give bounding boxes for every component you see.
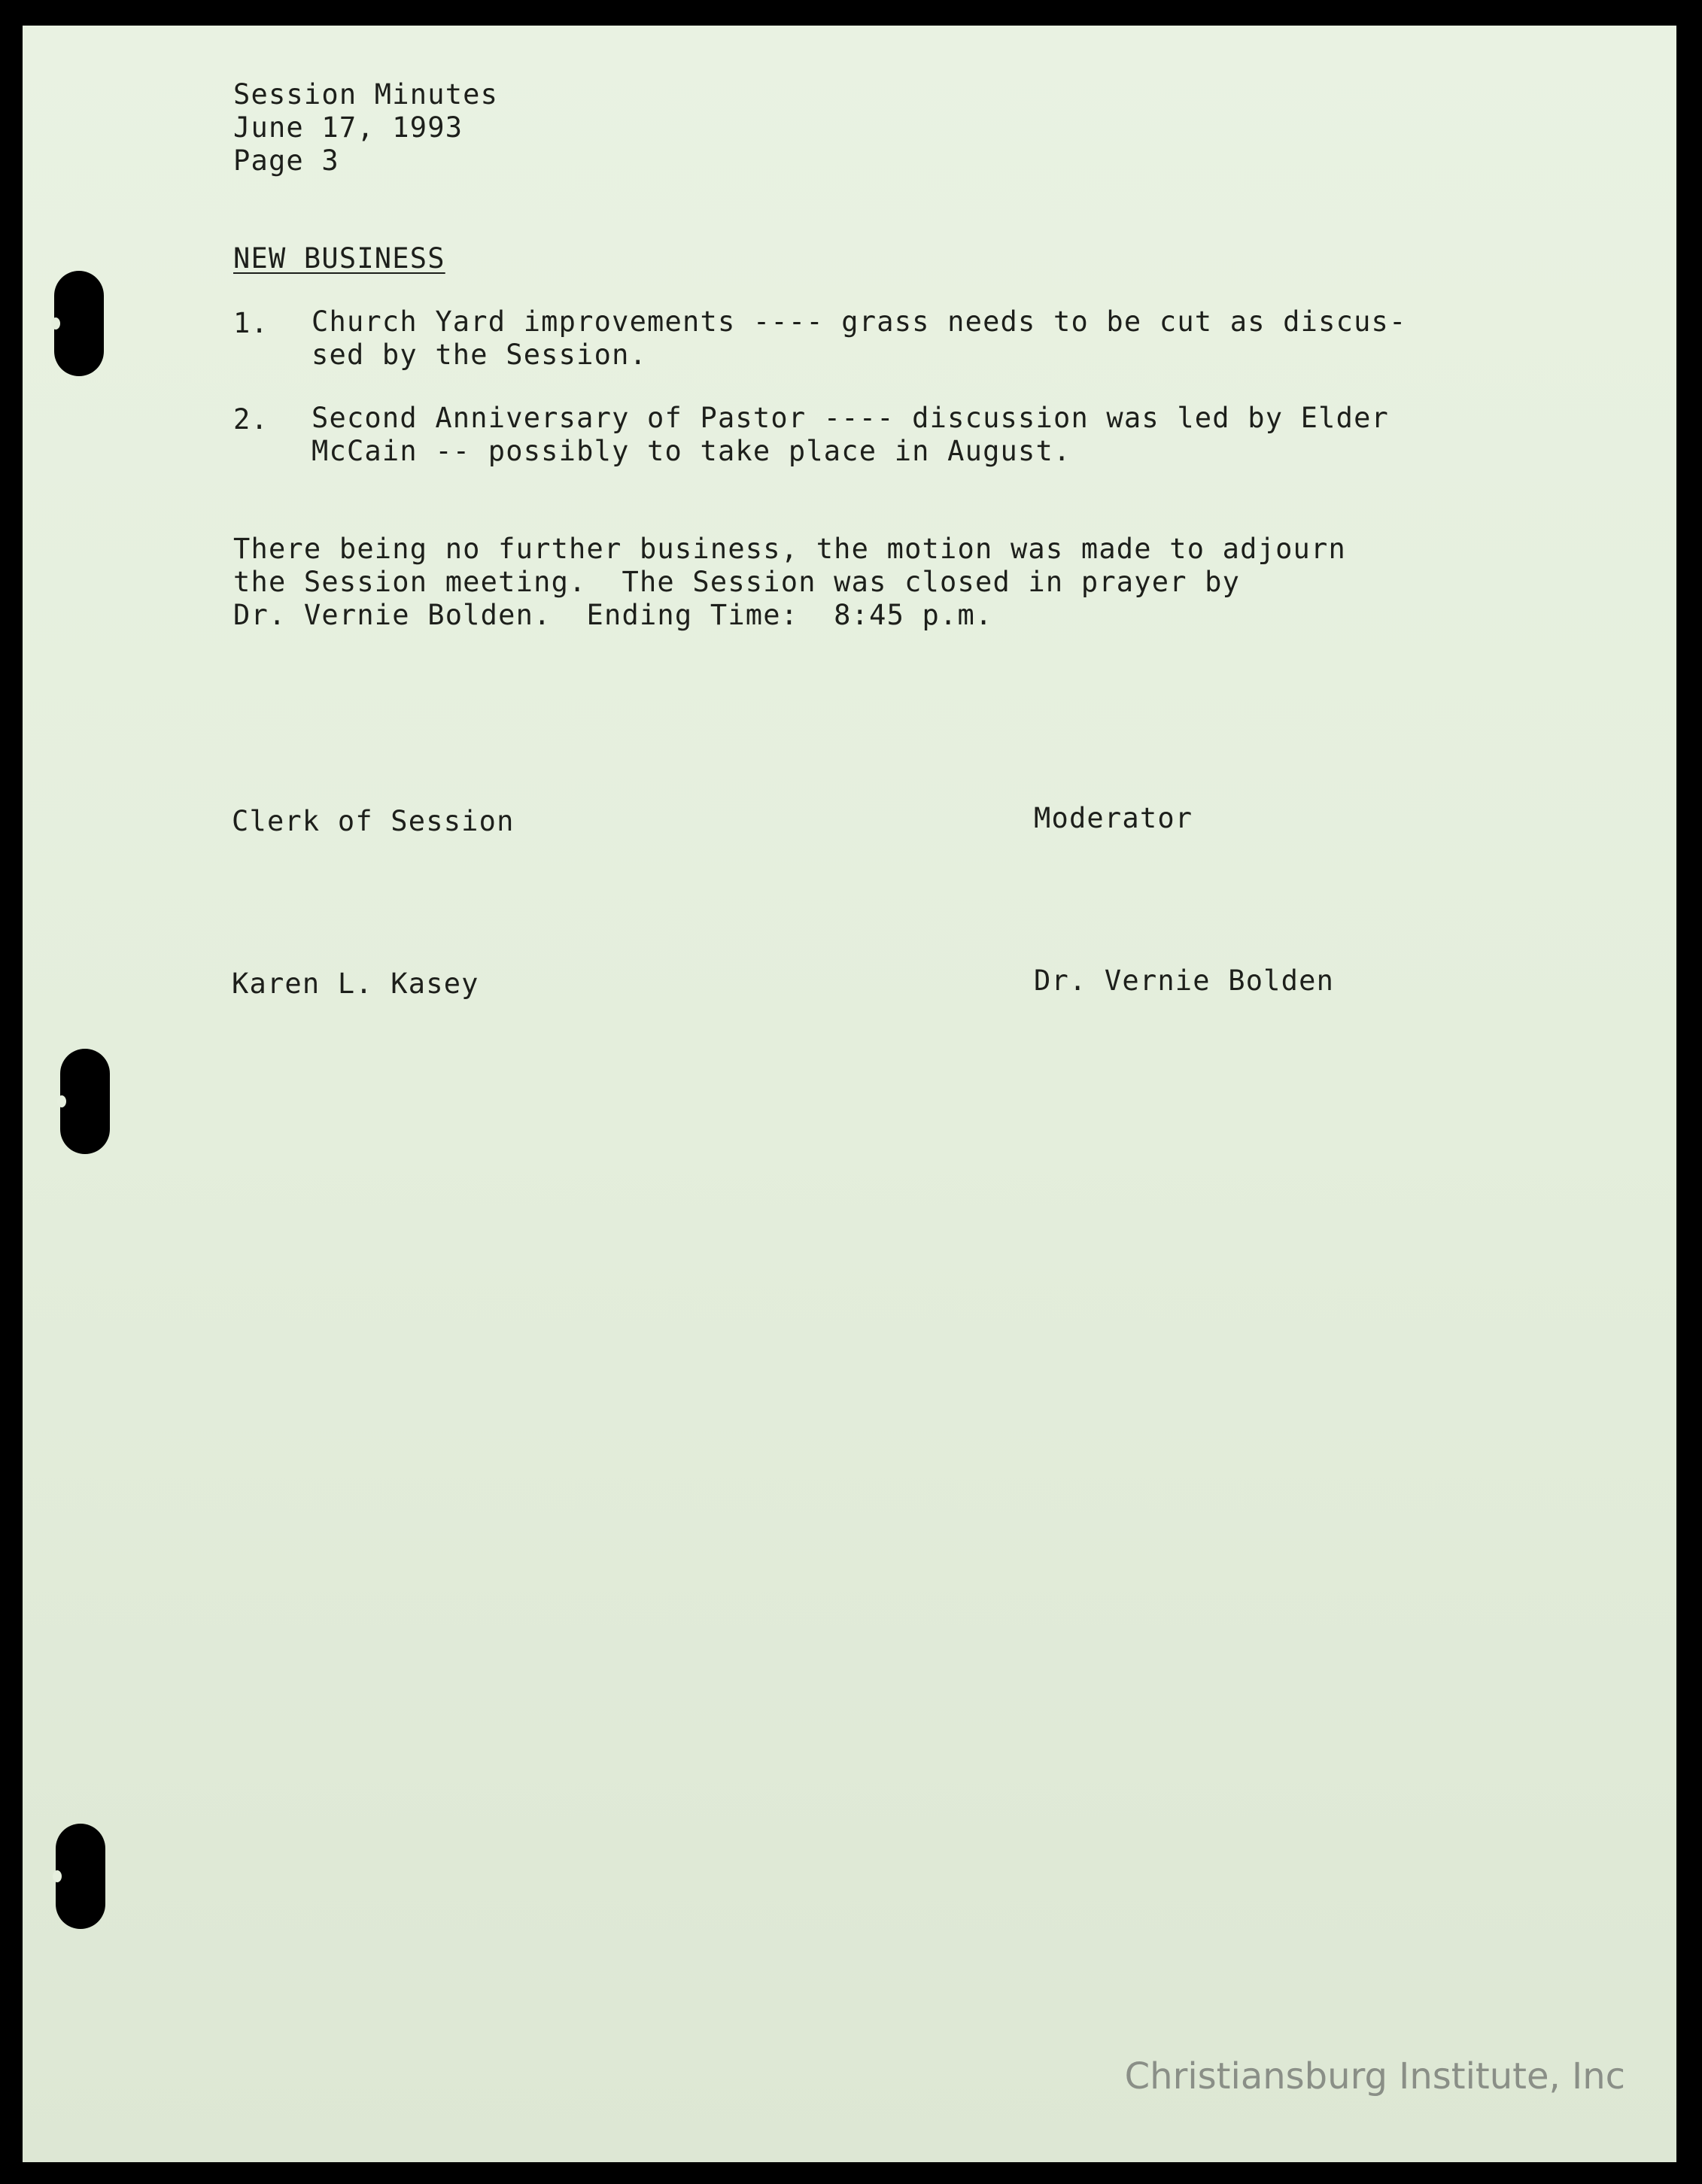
punch-hole-middle — [60, 1049, 110, 1154]
institution-watermark: Christiansburg Institute, Inc — [1124, 2055, 1625, 2097]
item-2-number: 2. — [233, 403, 269, 436]
item-2-line-1: Second Anniversary of Pastor ---- discussion was led by Elder — [312, 402, 1390, 434]
closing-line-3: Dr. Vernie Bolden. Ending Time: 8:45 p.m. — [233, 599, 993, 631]
punch-hole-top — [54, 271, 104, 376]
item-2-line-2: McCain -- possibly to take place in August. — [312, 435, 1071, 467]
header-page-number: Page 3 — [233, 144, 339, 177]
moderator-title: Moderator — [1034, 802, 1193, 834]
clerk-title: Clerk of Session — [232, 805, 515, 837]
item-1-line-2: sed by the Session. — [312, 339, 648, 371]
closing-line-2: the Session meeting. The Session was closed in prayer by — [233, 566, 1241, 598]
closing-line-1: There being no further business, the motion was made to adjourn — [233, 533, 1346, 565]
header-title: Session Minutes — [233, 78, 499, 111]
clerk-name: Karen L. Kasey — [232, 967, 479, 1000]
section-heading: NEW BUSINESS — [233, 242, 445, 275]
punch-hole-bottom — [56, 1824, 105, 1929]
header-date: June 17, 1993 — [233, 111, 463, 144]
item-1-number: 1. — [233, 307, 269, 339]
item-1-line-1: Church Yard improvements ---- grass needs to be cut as discus- — [312, 305, 1407, 338]
document-page — [23, 26, 1676, 2162]
moderator-name: Dr. Vernie Bolden — [1034, 964, 1335, 997]
